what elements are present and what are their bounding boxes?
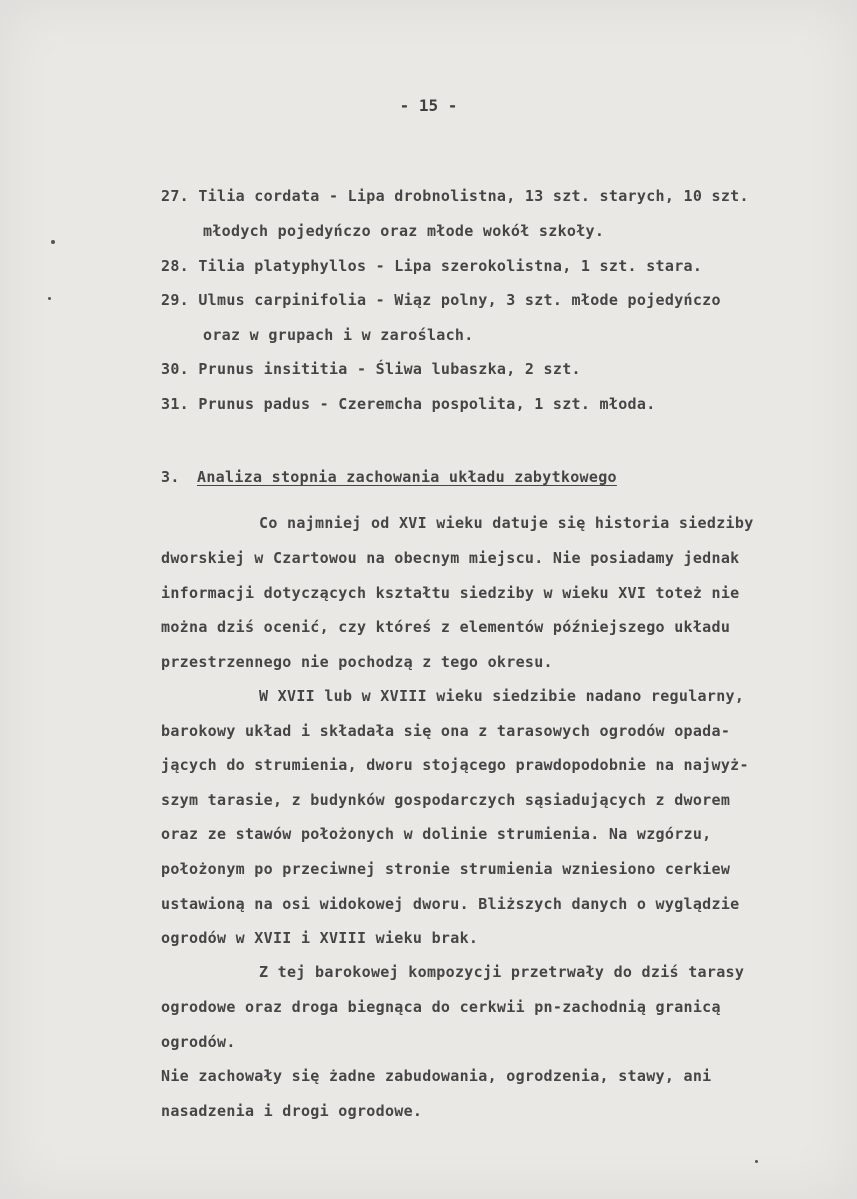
list-item-30-line1: 30. Prunus insititia - Śliwa lubaszka, 2 szt. bbox=[161, 360, 581, 378]
paragraph-4-line-1: Nie zachowały się żadne zabudowania, ogrodzenia, stawy, ani bbox=[161, 1067, 712, 1085]
paragraph-3-line-3: ogrodów. bbox=[161, 1033, 236, 1051]
section-title: Analiza stopnia zachowania układu zabytkowego bbox=[197, 468, 617, 486]
list-item-27-line2: młodych pojedyńczo oraz młode wokół szkoły. bbox=[203, 222, 605, 240]
paragraph-2-line-4: szym tarasie, z budynków gospodarczych sąsiadujących z dworem bbox=[161, 791, 731, 809]
scan-speck bbox=[755, 1160, 758, 1163]
scan-speck bbox=[51, 240, 55, 244]
paragraph-4-line-2: nasadzenia i drogi ogrodowe. bbox=[161, 1102, 423, 1120]
paragraph-2-line-2: barokowy układ i składała się ona z tarasowych ogrodów opada- bbox=[161, 722, 731, 740]
paragraph-2-line-5: oraz ze stawów położonych w dolinie strumienia. Na wzgórzu, bbox=[161, 825, 712, 843]
paragraph-2-line-7: ustawioną na osi widokowej dworu. Bliższych danych o wyglądzie bbox=[161, 895, 740, 913]
list-item-27-line1: 27. Tilia cordata - Lipa drobnolistna, 13 szt. starych, 10 szt. bbox=[161, 187, 749, 205]
paragraph-2-line-8: ogrodów w XVII i XVIII wieku brak. bbox=[161, 929, 479, 947]
list-item-29-line2: oraz w grupach i w zaroślach. bbox=[203, 326, 474, 344]
section-number: 3. bbox=[161, 468, 180, 486]
page-number: - 15 - bbox=[399, 96, 458, 115]
paragraph-2-line-1: W XVII lub w XVIII wieku siedzibie nadano regularny, bbox=[259, 687, 745, 705]
list-item-31-line1: 31. Prunus padus - Czeremcha pospolita, 1 szt. młoda. bbox=[161, 395, 656, 413]
paragraph-2-line-3: jących do strumienia, dworu stojącego prawdopodobnie na najwyż- bbox=[161, 756, 749, 774]
paragraph-1-line-2: dworskiej w Czartowou na obecnym miejscu. Nie posiadamy jednak bbox=[161, 549, 740, 567]
paragraph-2-line-6: położonym po przeciwnej stronie strumienia wzniesiono cerkiew bbox=[161, 860, 731, 878]
paragraph-1-line-3: informacji dotyczących kształtu siedziby w wieku XVI toteż nie bbox=[161, 584, 740, 602]
paragraph-3-line-1: Z tej barokowej kompozycji przetrwały do dziś tarasy bbox=[259, 963, 745, 981]
list-item-28-line1: 28. Tilia platyphyllos - Lipa szerokolistna, 1 szt. stara. bbox=[161, 257, 703, 275]
list-item-29-line1: 29. Ulmus carpinifolia - Wiąz polny, 3 szt. młode pojedyńczo bbox=[161, 291, 721, 309]
paragraph-3-line-2: ogrodowe oraz droga biegnąca do cerkwii pn-zachodnią granicą bbox=[161, 998, 721, 1016]
paragraph-1-line-4: można dziś ocenić, czy któreś z elementów późniejszego układu bbox=[161, 618, 731, 636]
scan-speck bbox=[48, 297, 51, 300]
paragraph-1-line-1: Co najmniej od XVI wieku datuje się historia siedziby bbox=[259, 514, 754, 532]
paragraph-1-line-5: przestrzennego nie pochodzą z tego okresu. bbox=[161, 653, 553, 671]
